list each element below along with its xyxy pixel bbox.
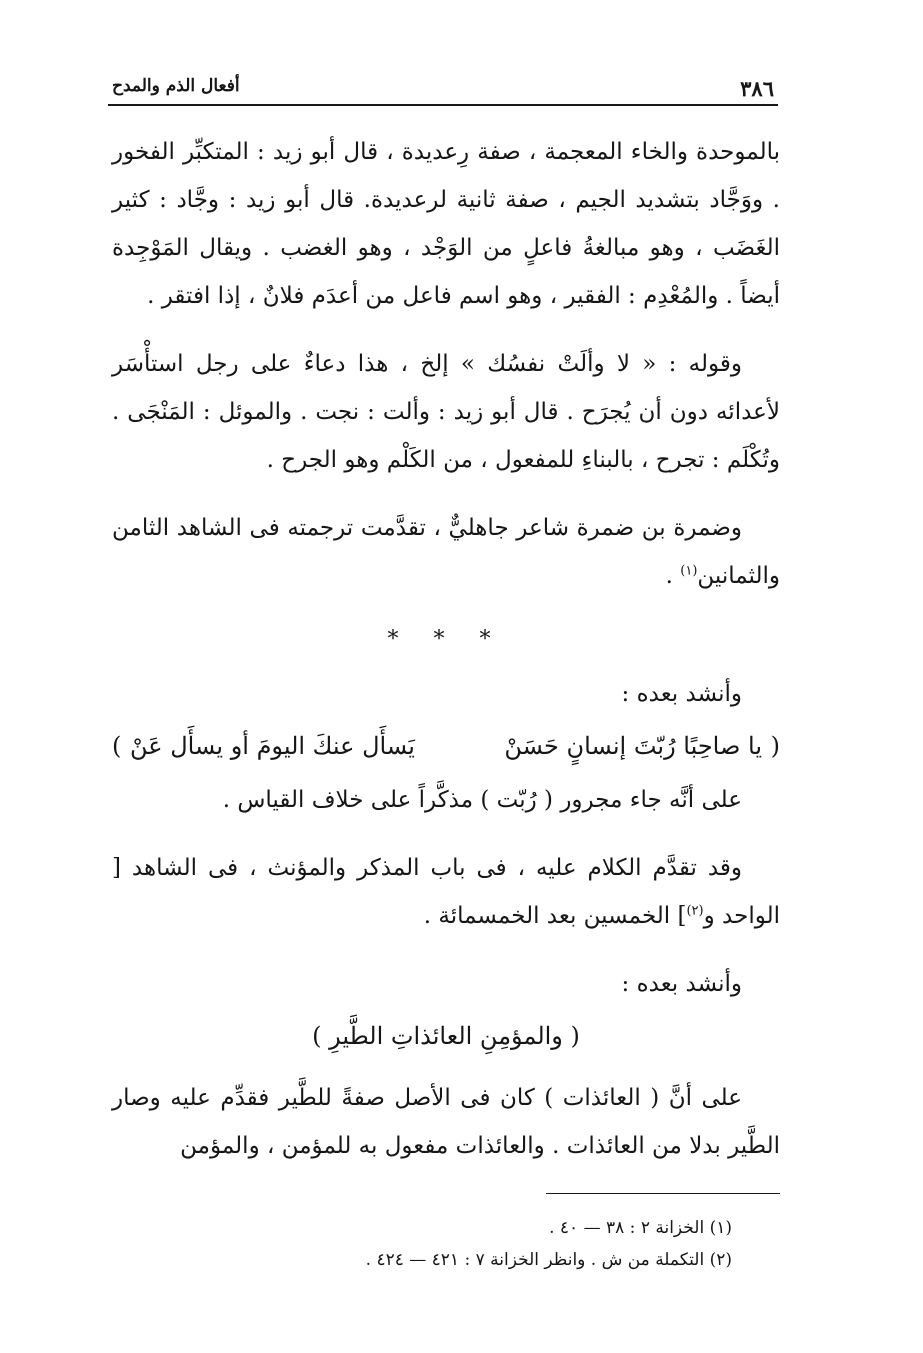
verse-open-paren: ( — [770, 732, 780, 760]
footnote-ref-1: (١) — [680, 563, 698, 579]
section-separator: * * * — [387, 627, 505, 652]
paragraph-5: على أنَّه جاء مجرور ( رُبّت ) مذكَّراً على خلاف القياس . — [222, 787, 742, 813]
footnote-2: (٢) التكملة من ش . وانظر الخزانة ٧ : ٤٢١ — ٤٢٤ . — [365, 1250, 732, 1270]
paragraph-1: بالموحدة والخاء المعجمة ، صفة رِعديدة ، قال أبو زيد : المتكبِّر الفخور . ووَجَّاد بتشديد الجيم ، صفة ثانية لرعديدة. قال أبو زيد : وجَّاد : كثير الغَضَب ، وهو مبالغةُ فاعلٍ من الوَجْد ، وهو الغضب . ويقال المَوْجِدة أيضاً . والمُعْدِم : الفقير ، وهو اسم فاعل من أعدَم فلانٌ ، إذا افتقر . — [112, 139, 780, 309]
running-title: أفعال الذم والمدح — [112, 76, 240, 96]
main-text — [112, 128, 780, 1190]
paragraph-6-end: ] الخمسين بعد الخمسمائة . — [423, 903, 687, 929]
footnote-1: (١) الخزانة ٢ : ٣٨ — ٤٠ . — [549, 1218, 732, 1238]
paragraph-6 — [112, 844, 780, 940]
verse-hemistich-1: يا صاحِبًا رُبّتَ إنسانٍ حَسَنْ — [504, 732, 762, 760]
paragraph-3 — [112, 504, 780, 600]
verse-line — [112, 722, 780, 770]
footnotes — [112, 1212, 732, 1276]
paragraph-6-text: وقد تقدَّم الكلام عليه ، فى باب المذكر والمؤنث ، فى الشاهد [ الواحد و — [112, 855, 780, 929]
paragraph-7: وأنشد بعده : — [621, 971, 742, 997]
paragraph-8: على أنَّ ( العائذات ) كان فى الأصل صفةً للطَّير فقدِّم عليه وصار الطَّير بدلا من العائذات . والعائذات مفعول به للمؤمن ، والمؤمن — [112, 1085, 780, 1159]
page-number: ٣٨٦ — [740, 76, 774, 101]
verse-hemistich-2: يَسأَل عنكَ اليومَ أو يسأَل عَنْ — [130, 732, 415, 760]
footnote-ref-2: (٢) — [686, 903, 704, 919]
page-header — [108, 70, 778, 106]
verse-close-paren: ) — [112, 732, 122, 760]
paragraph-3-end: . — [665, 563, 681, 589]
paragraph-2: وقوله : « لا وألَتْ نفسُك » إلخ ، هذا دعاءٌ على رجل استأْسَر لأعدائه دون أن يُجرَح . قال أبو زيد : وألت : نجت . والموئل : المَنْجَى . وتُكْلَم : تجرح ، بالبناءِ للمفعول ، من الكَلْم وهو الجرح . — [112, 351, 780, 473]
footnote-divider — [546, 1193, 780, 1194]
paragraph-4: وأنشد بعده : — [621, 681, 742, 707]
verse-fragment: ( والمؤمِنِ العائذاتِ الطَّيرِ ) — [312, 1022, 580, 1050]
paragraph-3-text: وضمرة بن ضمرة شاعر جاهليٌّ ، تقدَّمت ترجمته فى الشاهد الثامن والثمانين — [112, 515, 780, 589]
